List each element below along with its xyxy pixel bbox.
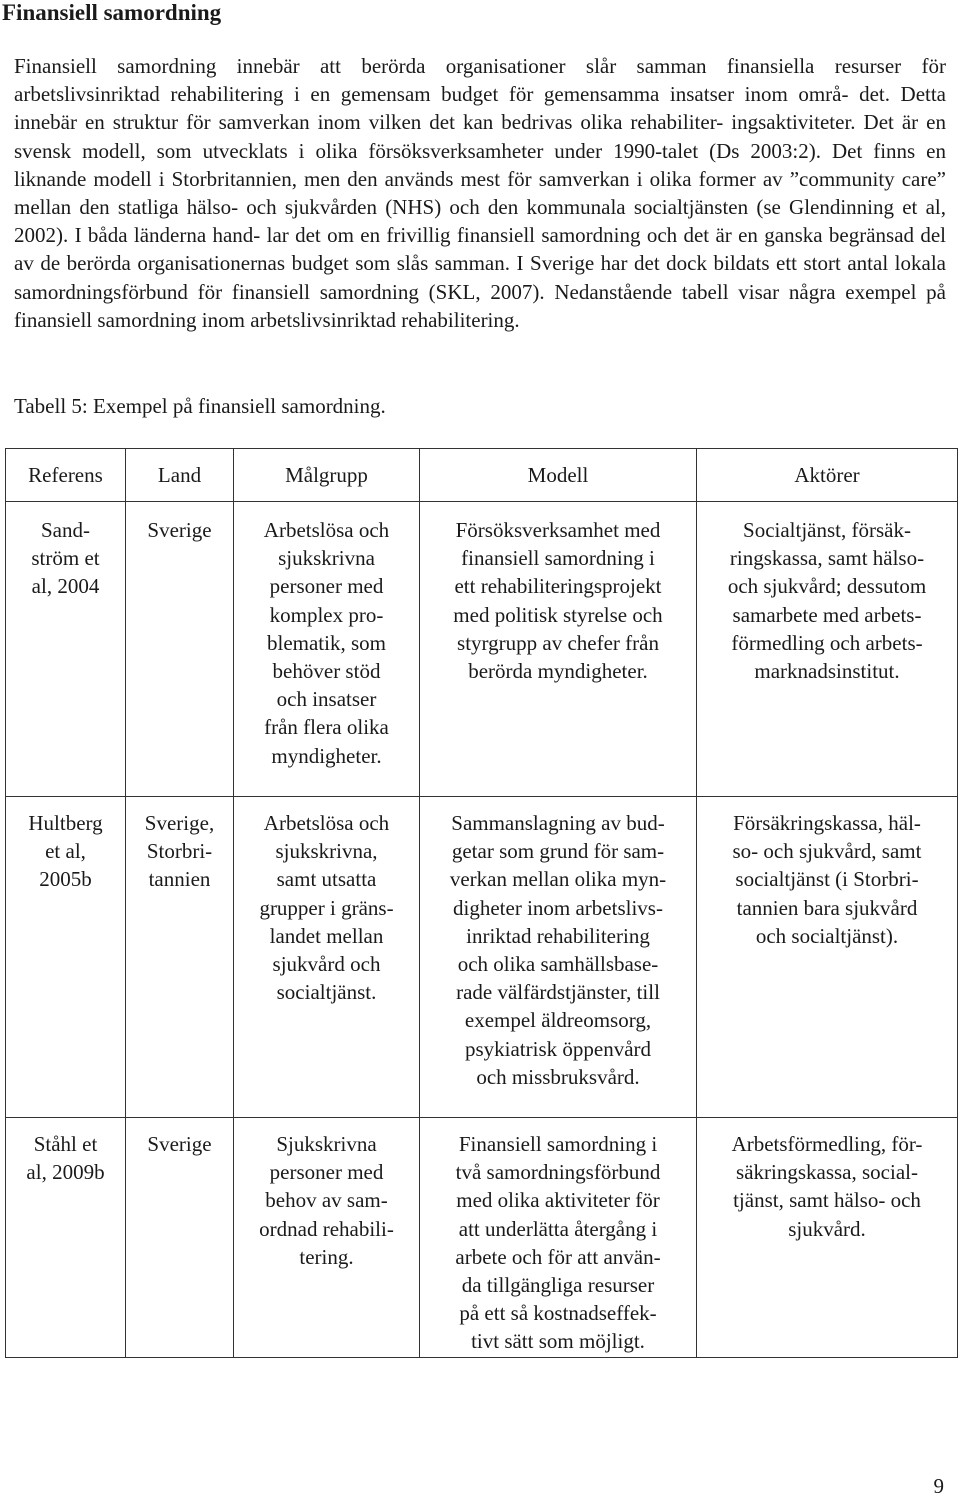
cell-line: Sjukskrivna xyxy=(276,1132,377,1156)
paragraph-line: (NHS) och den kommunala socialtjänsten (se Glendinning et al, 2002). I båda länderna hand- xyxy=(14,195,947,248)
cell-line: och missbruksvård. xyxy=(476,1064,640,1089)
cell-line: 2005b xyxy=(39,867,92,892)
cell-line: socialtjänst (i Storbri- xyxy=(735,867,919,892)
cell-line: myndigheter. xyxy=(271,743,382,768)
cell-line: personer med xyxy=(269,574,384,599)
cell-line: sjukskrivna xyxy=(278,546,375,571)
cell-line: ordnad rehabili- xyxy=(259,1216,394,1241)
cell-line: sjukskrivna, xyxy=(275,839,378,864)
cell-line: sjukvård och xyxy=(272,952,381,977)
cell-line: sjukvård. xyxy=(788,1216,866,1241)
cell-line: berörda myndigheter. xyxy=(468,659,648,684)
cell-line: säkringskassa, social- xyxy=(736,1160,918,1185)
paragraph-line: exempel på finansiell samordning inom arbetslivsinriktad rehabilitering. xyxy=(14,279,946,332)
cell-line: getar som grund för sam- xyxy=(451,839,665,864)
header-aktorer: Aktörer xyxy=(697,449,958,502)
cell-line: marknadsinstitut. xyxy=(754,659,900,684)
header-malgrupp: Målgrupp xyxy=(234,449,420,502)
cell-line: med politisk styrelse och xyxy=(453,602,663,627)
table-row xyxy=(6,502,958,797)
cell-line: ringskassa, samt hälso- xyxy=(729,546,925,571)
cell-line: Sverige, xyxy=(144,811,215,835)
header-referens: Referens xyxy=(6,449,126,502)
cell-referens xyxy=(6,502,126,797)
cell-line: och insatser xyxy=(276,687,377,712)
cell-line: och olika samhällsbase- xyxy=(457,952,659,977)
cell-line: et al, xyxy=(45,839,86,864)
cell-aktorer xyxy=(697,797,958,1118)
cell-line: att underlätta återgång i xyxy=(458,1216,658,1241)
cell-land xyxy=(126,502,234,797)
table-header-row xyxy=(6,449,958,502)
cell-modell xyxy=(420,1118,697,1358)
cell-line: Arbetsförmedling, för- xyxy=(731,1132,923,1156)
header-land: Land xyxy=(126,449,234,502)
paragraph-line: organisationernas budget som slås samman. I Sverige har det dock bildats ett stort antal lokala xyxy=(137,251,946,276)
cell-line: två samordningsförbund xyxy=(455,1160,661,1185)
cell-line: Storbri- xyxy=(146,839,213,864)
cell-modell xyxy=(420,502,697,797)
cell-line: samt utsatta xyxy=(276,867,377,892)
cell-line: Försäkringskassa, häl- xyxy=(733,811,921,835)
cell-line: Försöksverksamhet med xyxy=(455,518,661,542)
paragraph-line: för samverkan i olika former av ”community care” mellan den statliga hälso- och sjukvården xyxy=(14,166,946,220)
cell-line: Sand- xyxy=(41,518,90,542)
table-body xyxy=(6,449,958,1358)
cell-modell xyxy=(420,797,697,1118)
cell-line: tannien xyxy=(148,867,211,892)
cell-line: behov av sam- xyxy=(265,1188,388,1213)
paragraph-line: samordningsförbund för finansiell samordning (SKL, 2007). Nedanstående tabell visar några xyxy=(14,279,836,304)
cell-line: verkan mellan olika myn- xyxy=(449,867,667,892)
cell-line: behöver stöd xyxy=(272,659,381,684)
examples-table xyxy=(5,448,958,1358)
cell-referens xyxy=(6,1118,126,1358)
cell-line: al, 2004 xyxy=(31,574,100,599)
paragraph-line: ingsaktiviteter. Det är en svensk modell, som utvecklats i olika försöksverksamheter under xyxy=(14,110,947,163)
cell-land xyxy=(126,1118,234,1358)
cell-line: landet mellan xyxy=(269,923,384,948)
cell-line: socialtjänst. xyxy=(276,980,377,1005)
cell-line: Sammanslagning av bud- xyxy=(451,811,665,835)
cell-line: Ståhl et xyxy=(33,1132,98,1156)
cell-aktorer xyxy=(697,1118,958,1358)
table-caption: Tabell 5: Exempel på finansiell samordning. xyxy=(14,394,386,418)
table-row xyxy=(6,797,958,1118)
cell-line: och socialtjänst). xyxy=(755,923,899,948)
cell-referens xyxy=(6,797,126,1118)
cell-line: rade välfärdstjänster, till xyxy=(456,980,660,1005)
cell-line: da tillgängliga resurser xyxy=(461,1273,655,1298)
cell-line: Arbetslösa och xyxy=(263,518,390,542)
paragraph-line: 1990-talet (Ds 2003:2). Det finns en liknande modell i Storbritannien, men den används mest xyxy=(14,138,946,191)
cell-line: exempel äldreomsorg, xyxy=(464,1008,652,1033)
cell-line: Finansiell samordning i xyxy=(458,1132,658,1156)
header-modell: Modell xyxy=(420,449,697,502)
cell-line: Hultberg xyxy=(28,811,103,835)
table-row xyxy=(6,1118,958,1358)
cell-line: styrgrupp av chefer från xyxy=(457,630,659,655)
cell-land xyxy=(126,797,234,1118)
cell-line: komplex pro- xyxy=(269,602,384,627)
cell-malgrupp xyxy=(234,1118,420,1358)
cell-line: Sverige xyxy=(147,1132,212,1156)
paragraph-line: arbetslivsinriktad rehabilitering i en gemensam budget för gemensamma insatser inom områ- xyxy=(14,82,849,107)
paragraph-line: lar det om en frivillig finansiell samordning och det är en ganska begränsad del av de berörda xyxy=(14,223,946,276)
cell-line: tering. xyxy=(299,1244,354,1269)
page-number: 9 xyxy=(933,1474,944,1498)
cell-line: samarbete med arbets- xyxy=(732,602,922,627)
section-heading: Finansiell samordning xyxy=(2,0,222,25)
cell-line: inriktad rehabilitering xyxy=(466,923,650,948)
cell-line: Socialtjänst, försäk- xyxy=(743,518,911,542)
cell-line: blematik, som xyxy=(267,630,386,655)
cell-line: al, 2009b xyxy=(26,1160,105,1185)
cell-malgrupp xyxy=(234,797,420,1118)
cell-line: tivt sätt som möjligt. xyxy=(471,1329,645,1354)
cell-line: finansiell samordning i xyxy=(461,546,655,571)
cell-line: på ett så kostnadseffek- xyxy=(459,1301,657,1326)
paragraph-line: Finansiell samordning innebär att berörda organisationer slår samman finansiella resurser för xyxy=(14,54,946,78)
cell-line: tjänst, samt hälso- och xyxy=(733,1188,921,1213)
cell-malgrupp xyxy=(234,502,420,797)
cell-line: arbete och för att använ- xyxy=(455,1244,661,1269)
cell-line: ström et xyxy=(31,546,100,571)
cell-line: Arbetslösa och xyxy=(263,811,390,835)
cell-line: tannien bara sjukvård xyxy=(736,895,918,920)
cell-line: psykiatrisk öppenvård xyxy=(464,1036,652,1061)
cell-line: Sverige xyxy=(147,518,212,542)
cell-aktorer xyxy=(697,502,958,797)
cell-line: so- och sjukvård, samt xyxy=(732,839,922,864)
body-paragraph xyxy=(14,52,946,334)
cell-line: grupper i gräns- xyxy=(259,895,394,920)
cell-line: digheter inom arbetslivs- xyxy=(453,895,663,920)
cell-line: personer med xyxy=(269,1160,384,1185)
cell-line: ett rehabiliteringsprojekt xyxy=(454,574,662,599)
cell-line: förmedling och arbets- xyxy=(731,630,923,655)
paragraph-line: det. Detta innebär en struktur för samverkan inom vilken det kan bedrivas olika rehabiliter- xyxy=(14,82,946,135)
cell-line: och sjukvård; dessutom xyxy=(727,574,927,599)
cell-line: från flera olika xyxy=(264,715,389,740)
cell-line: med olika aktiviteter för xyxy=(456,1188,660,1213)
